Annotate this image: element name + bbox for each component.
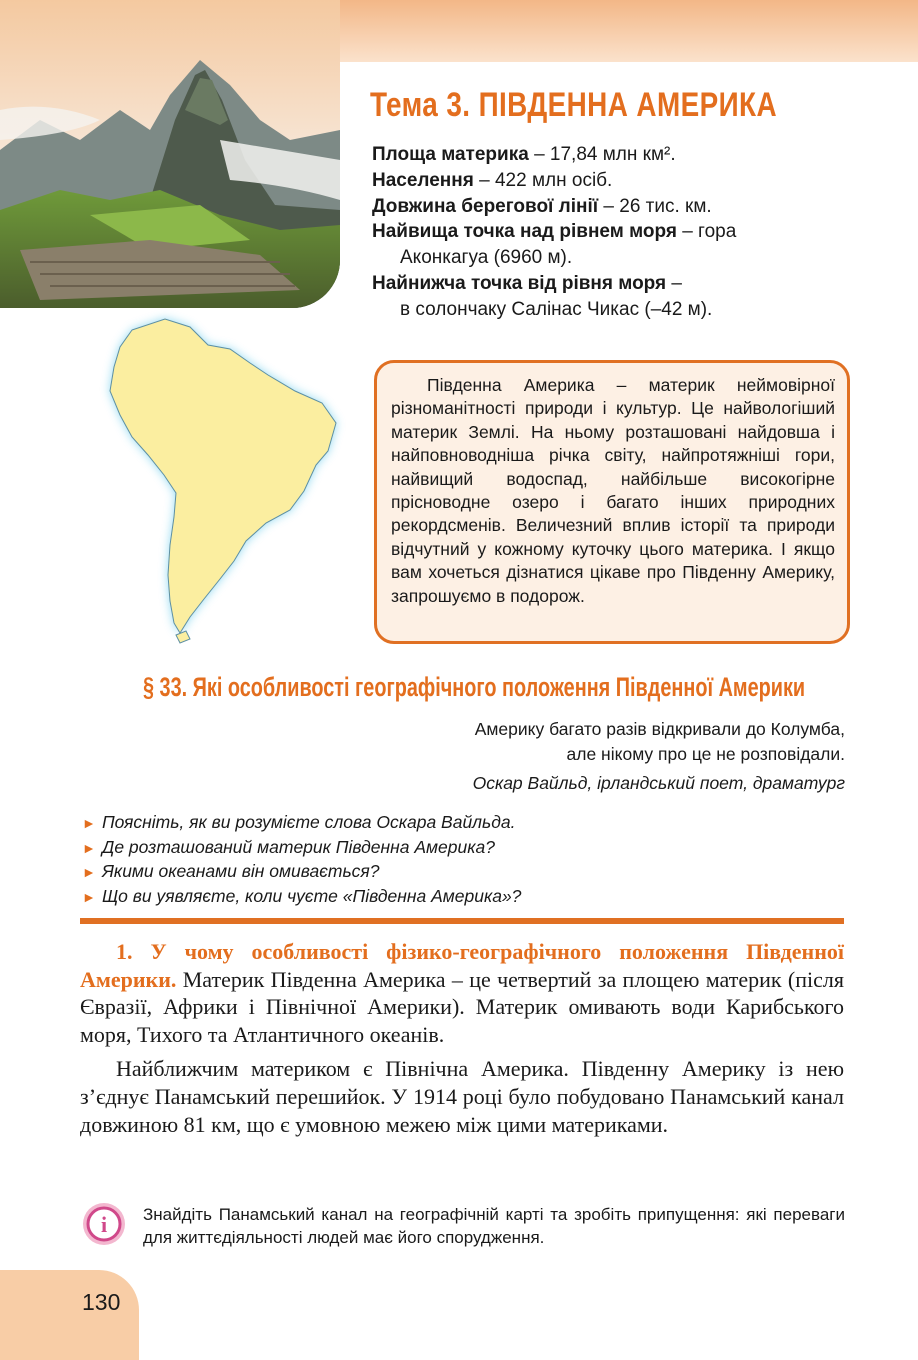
section-heading: § 33. Які особливості географічного положення Південної Америки bbox=[143, 672, 806, 702]
section-divider bbox=[80, 918, 844, 924]
paragraph bbox=[80, 938, 844, 1048]
fact-highest-point-continued: Аконкагуа (6960 м). bbox=[400, 247, 573, 269]
triangle-bullet-icon: ► bbox=[82, 839, 96, 856]
intro-callout-box bbox=[374, 360, 850, 644]
paragraph-lead: 1. У чому особливості фізико-географічного положення Південної Америки. bbox=[80, 939, 844, 992]
question-item bbox=[82, 811, 521, 836]
triangle-bullet-icon: ► bbox=[82, 815, 96, 831]
fact-label: Площа материка bbox=[372, 144, 529, 165]
question-text: Де розташований материк Південна Америка? bbox=[102, 836, 495, 857]
question-text: Якими океанами він омивається? bbox=[102, 861, 380, 881]
fact-value: – 26 тис. км. bbox=[598, 195, 712, 217]
epigraph-line: але нікому про це не розповідали. bbox=[566, 744, 845, 764]
fact-label: Найвища точка над рівнем моря bbox=[372, 221, 677, 243]
south-america-map bbox=[90, 305, 355, 650]
triangle-bullet-icon: ► bbox=[82, 864, 96, 880]
info-icon bbox=[82, 1202, 126, 1246]
fact-label: Найнижча точка від рівня моря bbox=[372, 272, 667, 294]
fact-population bbox=[372, 168, 872, 194]
question-text: Що ви уявляєте, коли чуєте «Південна Америка»? bbox=[102, 885, 522, 906]
question-item bbox=[82, 885, 521, 910]
fact-area bbox=[372, 142, 872, 168]
fact-value: – гора bbox=[676, 221, 737, 243]
question-item bbox=[82, 860, 521, 885]
question-text: Поясніть, як ви розумієте слова Оскара Вайльда. bbox=[102, 812, 516, 832]
intro-text: Південна Америка – материк неймовірної різноманітності природи і культур. Це найвологіший материк Землі. На ньому розташовані найдовша і найповноводніша річка світу, найпротяжніші гори, найвищий водоспад, найбільше високогірне прісноводне озеро і багато інших природних рекордсменів. Величезний вплив історії та природи відчутний у кожному куточку цього материка. І якщо вам хочеться дізнатися цікаве про Південну Америку, запрошуємо в подорож. bbox=[391, 375, 835, 606]
fact-highest-point bbox=[372, 219, 872, 245]
page-title: Тема 3. ПІВДЕННА АМЕРИКА bbox=[370, 86, 778, 124]
info-icon-letter: i bbox=[100, 1212, 108, 1237]
continent-facts bbox=[372, 142, 872, 323]
triangle-bullet-icon: ► bbox=[82, 888, 96, 905]
page-number: 130 bbox=[82, 1289, 121, 1315]
paragraph: Найближчим материком є Північна Америка. Південну Америку із нею з’єднує Панамський перешийок. У 1914 році було побудовано Панамський канал довжиною 81 км, що є умовною межею між цими материками. bbox=[80, 1056, 844, 1137]
info-task-text: Знайдіть Панамський канал на географічній карті та зробіть припущення: які переваги для життєдіяльності людей має його спорудження. bbox=[143, 1205, 845, 1247]
epigraph-line: Америку багато разів відкривали до Колумба, bbox=[474, 719, 845, 739]
question-list bbox=[82, 811, 521, 909]
epigraph bbox=[473, 717, 845, 796]
fact-lowest-point-continued: в солончаку Салінас Чикас (–42 м). bbox=[400, 298, 713, 320]
fact-value: – bbox=[666, 272, 682, 294]
machu-picchu-photo bbox=[0, 0, 340, 308]
fact-label: Довжина берегової лінії bbox=[372, 195, 599, 217]
question-item bbox=[82, 836, 521, 861]
epigraph-author: Оскар Вайльд, ірландський поет, драматург bbox=[472, 773, 845, 793]
fact-lowest-point bbox=[372, 271, 872, 297]
paragraph-text: Материк Південна Америка – це четвертий за площею материк (після Євразії, Африки і Північної Америки). Материк омивають води Карибського моря, Тихого та Атлантичного океанів. bbox=[80, 966, 844, 1047]
fact-value: – 17,84 млн км². bbox=[528, 144, 676, 165]
fact-value: – 422 млн осіб. bbox=[473, 169, 613, 191]
fact-coastline bbox=[372, 194, 872, 220]
body-text bbox=[80, 938, 844, 1145]
fact-label: Населення bbox=[372, 169, 474, 191]
